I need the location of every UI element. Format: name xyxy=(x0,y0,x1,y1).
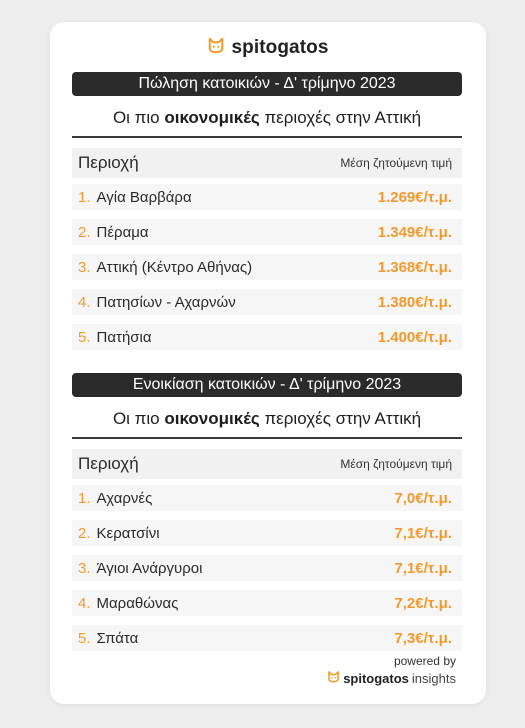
subtitle-prefix: Οι πιο xyxy=(112,409,165,428)
table-row xyxy=(72,324,462,350)
rank-number: 5. xyxy=(78,328,91,346)
region-name: Σπάτα xyxy=(96,629,139,647)
rentals-section xyxy=(72,373,462,660)
price-value: 7,1€/τ.μ. xyxy=(394,559,452,577)
price-value: 1.368€/τ.μ. xyxy=(377,258,452,276)
region-name: Κερατσίνι xyxy=(96,524,160,542)
table-row xyxy=(72,520,462,546)
insights-logo xyxy=(327,670,456,686)
table-body xyxy=(72,485,462,651)
infographic-card xyxy=(50,22,486,704)
section-subtitle xyxy=(72,104,462,138)
region-name: Πατησίων - Αχαρνών xyxy=(96,293,236,311)
powered-by-footer xyxy=(327,654,456,686)
column-header-region: Περιοχή xyxy=(78,153,139,172)
region-name: Μαραθώνας xyxy=(96,594,179,612)
price-value: 7,1€/τ.μ. xyxy=(394,524,452,542)
rank-number: 3. xyxy=(78,258,91,276)
table-row xyxy=(72,485,462,511)
table-header xyxy=(72,449,462,479)
rank-number: 1. xyxy=(78,188,91,206)
rank-number: 3. xyxy=(78,559,91,577)
price-value: 1.349€/τ.μ. xyxy=(377,223,452,241)
region-name: Πατήσια xyxy=(96,328,152,346)
footer-brand-suffix: insights xyxy=(411,670,456,686)
table-row xyxy=(72,289,462,315)
subtitle-suffix: περιοχές στην Αττική xyxy=(259,409,422,428)
region-name: Πέραμα xyxy=(96,223,149,241)
price-value: 7,2€/τ.μ. xyxy=(394,594,452,612)
price-value: 1.400€/τ.μ. xyxy=(377,328,452,346)
rank-number: 2. xyxy=(78,223,91,241)
price-value: 1.269€/τ.μ. xyxy=(377,188,452,206)
rank-number: 1. xyxy=(78,489,91,507)
column-header-price: Μέση ζητούμενη τιμή xyxy=(340,457,452,471)
rank-number: 2. xyxy=(78,524,91,542)
region-name: Αττική (Κέντρο Αθήνας) xyxy=(96,258,253,276)
price-value: 1.380€/τ.μ. xyxy=(377,293,452,311)
table-row xyxy=(72,625,462,651)
table-row xyxy=(72,254,462,280)
rank-number: 4. xyxy=(78,594,91,612)
cat-head-icon xyxy=(327,670,340,686)
column-header-region: Περιοχή xyxy=(78,454,139,473)
subtitle-bold: οικονομικές xyxy=(164,409,260,428)
table-row xyxy=(72,555,462,581)
footer-brand-name: spitogatos xyxy=(343,670,409,686)
rank-number: 5. xyxy=(78,629,91,647)
region-name: Αγία Βαρβάρα xyxy=(96,188,192,206)
sales-section xyxy=(72,72,462,359)
section-banner: Ενοικίαση κατοικιών - Δ' τρίμηνο 2023 xyxy=(72,373,462,397)
table-header xyxy=(72,148,462,178)
cat-head-icon xyxy=(207,36,225,59)
rank-number: 4. xyxy=(78,293,91,311)
section-banner: Πώληση κατοικιών - Δ' τρίμηνο 2023 xyxy=(72,72,462,96)
price-value: 7,3€/τ.μ. xyxy=(394,629,452,647)
column-header-price: Μέση ζητούμενη τιμή xyxy=(340,156,452,170)
brand-name: spitogatos xyxy=(231,36,329,58)
region-name: Άγιοι Ανάργυροι xyxy=(96,559,203,577)
region-name: Αχαρνές xyxy=(96,489,153,507)
price-value: 7,0€/τ.μ. xyxy=(394,489,452,507)
brand-logo xyxy=(50,36,486,59)
powered-by-label: powered by xyxy=(393,654,456,668)
table-row xyxy=(72,184,462,210)
table-body xyxy=(72,184,462,350)
subtitle-prefix: Οι πιο xyxy=(112,108,165,127)
table-row xyxy=(72,590,462,616)
subtitle-bold: οικονομικές xyxy=(164,108,260,127)
table-row xyxy=(72,219,462,245)
section-subtitle xyxy=(72,405,462,439)
subtitle-suffix: περιοχές στην Αττική xyxy=(259,108,422,127)
